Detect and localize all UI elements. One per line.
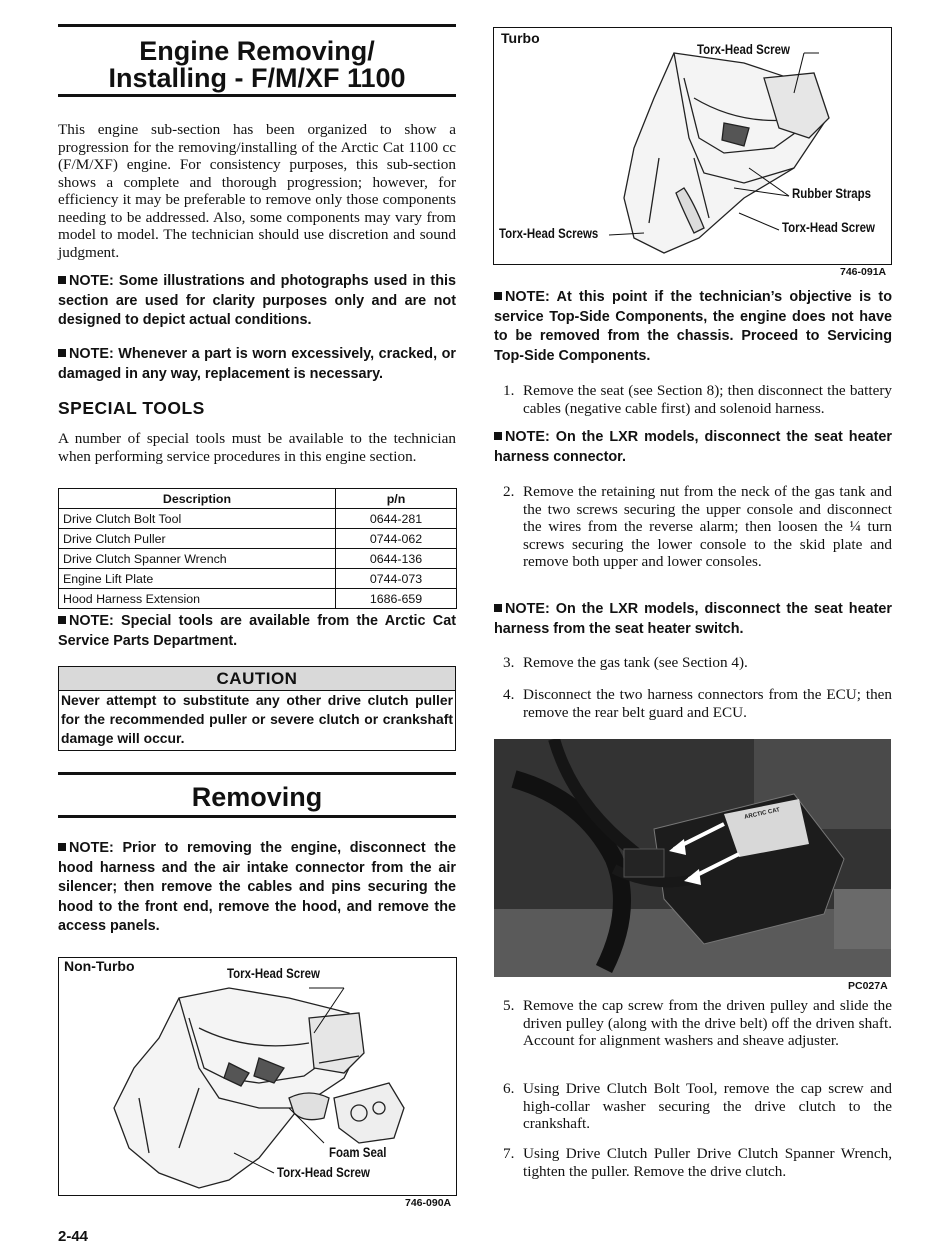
caution-text: Never attempt to substitute any other drive clutch puller for the recommended puller or severe clutch or crankshaft damage will occur. [61, 692, 453, 746]
title-bottom-rule [58, 94, 456, 97]
note-bullet-icon [58, 349, 66, 357]
step-number: 1. [503, 382, 515, 399]
figure-code-turbo: 746-091A [840, 266, 887, 278]
table-header-row [59, 489, 457, 509]
table-cell-description: Drive Clutch Puller [59, 529, 336, 549]
step-2 [503, 483, 892, 571]
hood-illustration-non-turbo [59, 958, 456, 1195]
ecu-photo-illustration [494, 739, 891, 977]
note-lxr-seat-heater-connector-text: NOTE: On the LXR models, disconnect the seat heater harness connector. [494, 429, 892, 465]
note-special-tools-text: NOTE: Special tools are available from the Arctic Cat Service Parts Department. [58, 613, 456, 649]
step-number: 2. [503, 483, 515, 500]
step-number: 6. [503, 1080, 515, 1097]
special-tools-table [58, 488, 457, 609]
note-bullet-icon [58, 616, 66, 624]
table-row [59, 549, 457, 569]
table-cell-pn: 0744-062 [336, 529, 457, 549]
note-lxr-seat-heater-switch [494, 600, 892, 639]
callout-foam-seal: Foam Seal [329, 1145, 387, 1160]
note-bullet-icon [494, 292, 502, 300]
step-text: Remove the seat (see Section 8); then disconnect the battery cables (negative cable first) and solenoid harness. [523, 382, 892, 417]
page-title-line-1: Engine Removing/ [139, 36, 375, 66]
note-lxr-seat-heater-connector [494, 428, 892, 467]
note-illustrations [58, 272, 456, 331]
step-6 [503, 1080, 892, 1133]
note-bullet-icon [494, 604, 502, 612]
note-prior-removing-text: NOTE: Prior to removing the engine, disconnect the hood harness and the air intake connector from the air silencer; then remove the cables and pins securing the hood to the front end, remove the hood, and remove the access panels. [58, 840, 456, 934]
step-text: Remove the gas tank (see Section 4). [523, 654, 748, 671]
caution-box [58, 666, 456, 751]
note-bullet-icon [494, 432, 502, 440]
note-worn-parts-text: NOTE: Whenever a part is worn excessively, cracked, or damaged in any way, replacement is necessary. [58, 346, 456, 382]
step-text: Disconnect the two harness connectors from the ECU; then remove the rear belt guard and ECU. [523, 686, 892, 721]
title-top-rule [58, 24, 456, 27]
page-title [58, 38, 456, 92]
note-lxr-seat-heater-switch-text: NOTE: On the LXR models, disconnect the seat heater harness from the seat heater switch. [494, 601, 892, 637]
table-row [59, 589, 457, 609]
table-cell-pn: 0644-281 [336, 509, 457, 529]
special-tools-heading: SPECIAL TOOLS [58, 398, 205, 418]
figure-label-turbo: Turbo [501, 30, 540, 46]
table-header-description: Description [59, 489, 336, 509]
note-bullet-icon [58, 276, 66, 284]
note-illustrations-text: NOTE: Some illustrations and photographs used in this section are used for clarity purposes only and are not designed to depict actual conditions. [58, 273, 456, 328]
step-number: 7. [503, 1145, 515, 1162]
table-cell-description: Engine Lift Plate [59, 569, 336, 589]
step-5 [503, 997, 892, 1050]
callout-torx-head-screws-left: Torx-Head Screws [499, 226, 599, 241]
figure-turbo [493, 27, 892, 265]
step-number: 3. [503, 654, 515, 671]
note-top-side-components [494, 288, 892, 366]
table-cell-description: Hood Harness Extension [59, 589, 336, 609]
page-title-line-2: Installing - F/M/XF 1100 [108, 63, 406, 93]
photo-code: PC027A [848, 980, 888, 992]
table-header-pn: p/n [336, 489, 457, 509]
figure-label-non-turbo: Non-Turbo [64, 958, 135, 974]
figure-non-turbo [58, 957, 457, 1196]
step-3 [503, 654, 892, 672]
callout-torx-head-screw-right: Torx-Head Screw [782, 220, 875, 235]
table-row [59, 529, 457, 549]
step-number: 5. [503, 997, 515, 1014]
callout-rubber-straps: Rubber Straps [792, 186, 872, 201]
page-number: 2-44 [58, 1228, 89, 1245]
note-bullet-icon [58, 843, 66, 851]
step-text: Using Drive Clutch Bolt Tool, remove the cap screw and high-collar washer securing the drive clutch to the crankshaft. [523, 1080, 892, 1132]
removing-heading: Removing [191, 782, 323, 812]
step-4 [503, 686, 892, 721]
ecu-photo [494, 739, 891, 977]
callout-torx-head-screw-top: Torx-Head Screw [227, 966, 320, 981]
note-worn-parts [58, 345, 456, 384]
figure-code-non-turbo: 746-090A [405, 1197, 452, 1209]
callout-torx-head-screw-top: Torx-Head Screw [697, 42, 790, 57]
table-cell-description: Drive Clutch Spanner Wrench [59, 549, 336, 569]
table-cell-pn: 0644-136 [336, 549, 457, 569]
removing-bottom-rule [58, 815, 456, 818]
step-text: Remove the retaining nut from the neck of the gas tank and the two screws securing the upper console and disconnect the wires from the reverse alarm; then loosen the ¼ turn screws securing the lower console to the skid plate and remove both upper and lower consoles. [523, 483, 892, 570]
step-number: 4. [503, 686, 515, 703]
special-tools-paragraph: A number of special tools must be available to the technician when performing service procedures in this engine section. [58, 430, 456, 465]
table-cell-description: Drive Clutch Bolt Tool [59, 509, 336, 529]
step-1 [503, 382, 892, 417]
table-cell-pn: 0744-073 [336, 569, 457, 589]
ecu-label-text: ARCTIC CAT [743, 807, 781, 821]
note-special-tools [58, 612, 456, 651]
step-7 [503, 1145, 892, 1180]
callout-torx-head-screw-bottom: Torx-Head Screw [277, 1165, 370, 1180]
removing-top-rule [58, 772, 456, 775]
step-text: Remove the cap screw from the driven pulley and slide the driven pulley (along with the drive belt) off the driven shaft. Account for alignment washers and sheave adjuster. [523, 997, 892, 1049]
table-row [59, 569, 457, 589]
note-prior-removing [58, 839, 456, 937]
note-top-side-components-text: NOTE: At this point if the technician’s objective is to service Top-Side Components, the engine does not have to be removed from the chassis. Proceed to Servicing Top-Side Components. [494, 289, 892, 364]
step-text: Using Drive Clutch Puller Drive Clutch Spanner Wrench, tighten the puller. Remove the drive clutch. [523, 1145, 892, 1180]
table-row [59, 509, 457, 529]
table-cell-pn: 1686-659 [336, 589, 457, 609]
caution-title: CAUTION [59, 667, 455, 691]
intro-paragraph: This engine sub-section has been organized to show a progression for the removing/installing of the Arctic Cat 1100 cc (F/M/XF) engine. For consistency purposes, this sub-section shows a complete and thorough progression; however, for efficiency it may be preferable to remove only those components needing to be addressed. Also, some components may vary from model to model. The technician should use discretion and sound judgment. [58, 121, 456, 261]
